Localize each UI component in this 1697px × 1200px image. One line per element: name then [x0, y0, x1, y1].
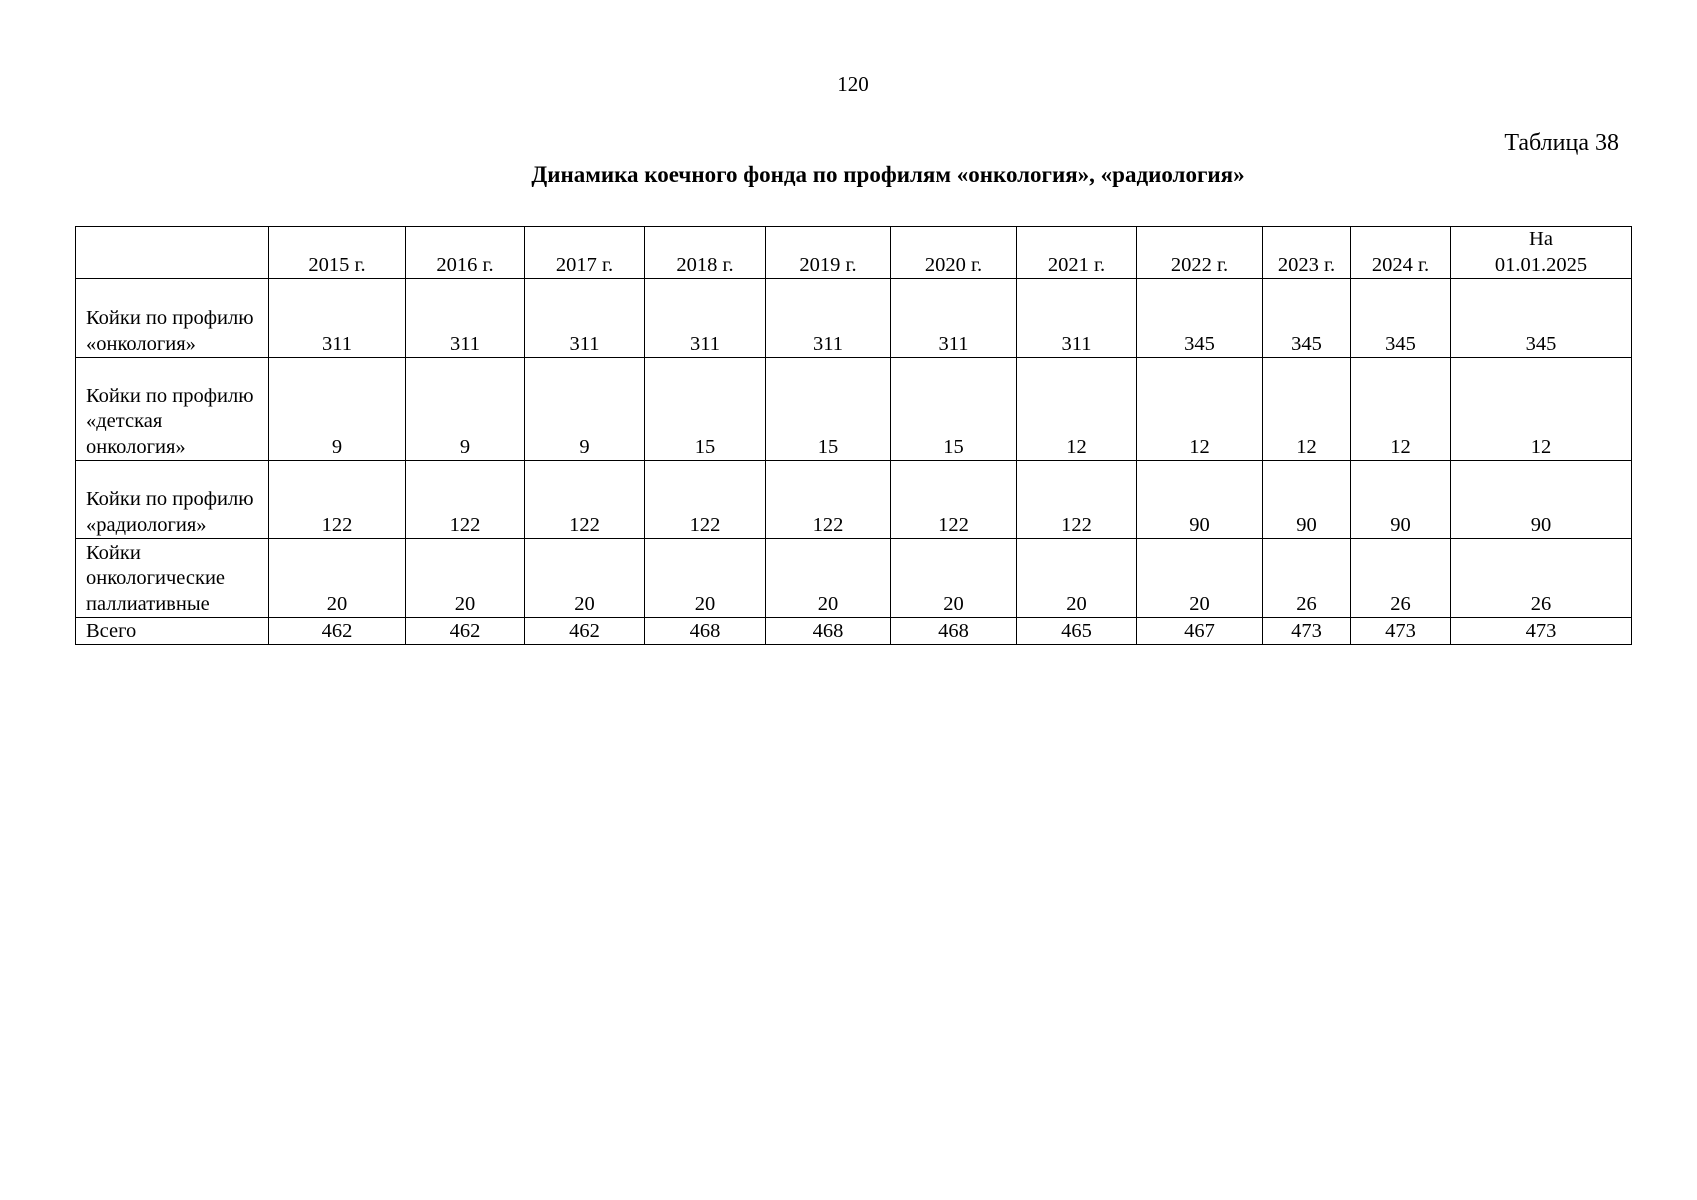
table-cell: 9 [406, 358, 525, 461]
table-cell: 26 [1451, 539, 1632, 618]
column-header: 2017 г. [525, 227, 645, 279]
page-number: 120 [837, 72, 869, 96]
table-cell: 20 [1137, 539, 1263, 618]
table-cell: 90 [1263, 461, 1351, 539]
table-cell: 90 [1351, 461, 1451, 539]
column-header: 2018 г. [645, 227, 766, 279]
table-cell: 462 [406, 618, 525, 645]
row-label: Койки онкологические паллиативные [76, 539, 269, 618]
table-cell: 345 [1351, 279, 1451, 358]
table-number: Таблица 38 [1504, 130, 1619, 156]
table-cell: 122 [891, 461, 1017, 539]
table-cell: 20 [645, 539, 766, 618]
table-cell: 12 [1137, 358, 1263, 461]
table-row [76, 539, 1632, 618]
table-cell: 311 [766, 279, 891, 358]
row-label: Койки по профилю «детская онкология» [76, 358, 269, 461]
table-cell: 462 [269, 618, 406, 645]
table-cell: 15 [766, 358, 891, 461]
table-cell: 20 [1017, 539, 1137, 618]
table-cell: 468 [766, 618, 891, 645]
column-header: 2019 г. [766, 227, 891, 279]
column-header: 2023 г. [1263, 227, 1351, 279]
column-header: На 01.01.2025 [1451, 227, 1632, 279]
table-cell: 122 [406, 461, 525, 539]
table-cell: 345 [1451, 279, 1632, 358]
table-cell: 311 [645, 279, 766, 358]
table-title: Динамика коечного фонда по профилям «онкология», «радиология» [531, 162, 1245, 187]
table-cell: 122 [1017, 461, 1137, 539]
table-cell: 468 [891, 618, 1017, 645]
table-cell: 311 [891, 279, 1017, 358]
table-cell: 473 [1263, 618, 1351, 645]
row-label: Койки по профилю «онкология» [76, 279, 269, 358]
total-row [76, 618, 1632, 645]
table-cell: 465 [1017, 618, 1137, 645]
table-cell: 311 [525, 279, 645, 358]
table-cell: 15 [645, 358, 766, 461]
table-cell: 9 [269, 358, 406, 461]
table-row [76, 461, 1632, 539]
table-cell: 467 [1137, 618, 1263, 645]
table-cell: 122 [766, 461, 891, 539]
header-row [76, 227, 1632, 279]
table-cell: 20 [891, 539, 1017, 618]
table-cell: 26 [1263, 539, 1351, 618]
table-row [76, 279, 1632, 358]
column-header: 2024 г. [1351, 227, 1451, 279]
table-cell: 122 [525, 461, 645, 539]
table-cell: 20 [525, 539, 645, 618]
row-label: Койки по профилю «радиология» [76, 461, 269, 539]
header-corner [76, 227, 269, 279]
table-cell: 90 [1451, 461, 1632, 539]
column-header: 2016 г. [406, 227, 525, 279]
column-header: 2022 г. [1137, 227, 1263, 279]
table-cell: 12 [1451, 358, 1632, 461]
table-cell: 26 [1351, 539, 1451, 618]
column-header: 2015 г. [269, 227, 406, 279]
table-cell: 122 [269, 461, 406, 539]
column-header: 2020 г. [891, 227, 1017, 279]
table-cell: 311 [406, 279, 525, 358]
table-cell: 311 [1017, 279, 1137, 358]
table-cell: 12 [1017, 358, 1137, 461]
bed-fund-table [75, 226, 1632, 645]
table-cell: 122 [645, 461, 766, 539]
table-cell: 12 [1351, 358, 1451, 461]
table-cell: 311 [269, 279, 406, 358]
column-header: 2021 г. [1017, 227, 1137, 279]
table-row [76, 358, 1632, 461]
table-cell: 9 [525, 358, 645, 461]
table-cell: 473 [1451, 618, 1632, 645]
table-cell: 345 [1137, 279, 1263, 358]
table-cell: 468 [645, 618, 766, 645]
table-cell: 20 [766, 539, 891, 618]
table-cell: 12 [1263, 358, 1351, 461]
table-cell: 15 [891, 358, 1017, 461]
table-cell: 462 [525, 618, 645, 645]
table-cell: 345 [1263, 279, 1351, 358]
table-cell: 473 [1351, 618, 1451, 645]
row-label: Всего [76, 618, 269, 645]
table-cell: 90 [1137, 461, 1263, 539]
table-cell: 20 [406, 539, 525, 618]
table-cell: 20 [269, 539, 406, 618]
